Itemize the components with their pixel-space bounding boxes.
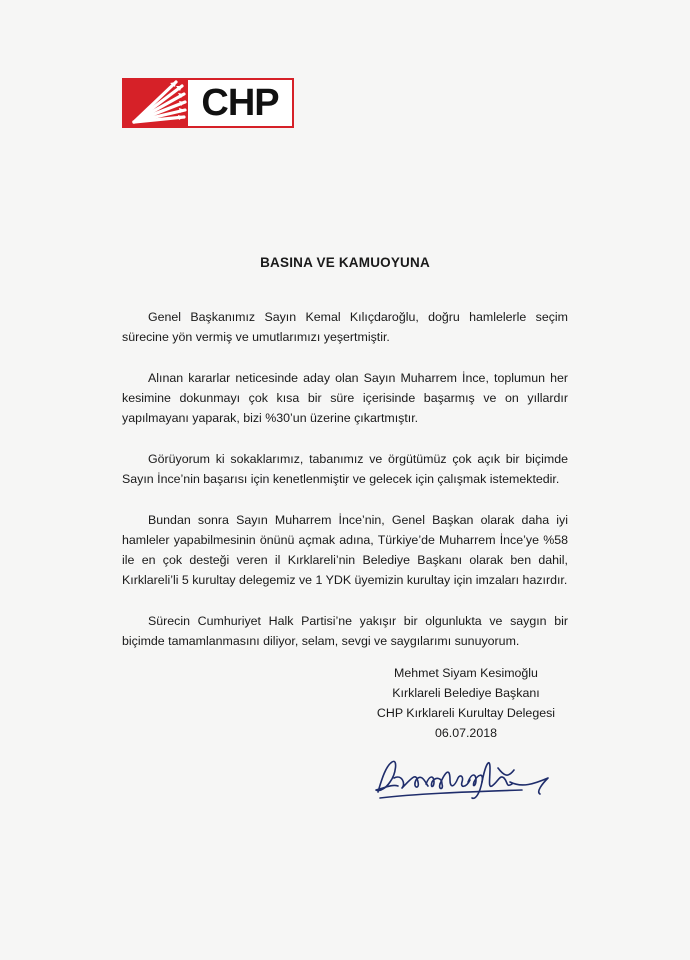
handwritten-signature	[372, 748, 552, 808]
signatory-role: CHP Kırklareli Kurultay Delegesi	[376, 706, 556, 720]
letter-body	[122, 307, 568, 672]
signatory-name: Mehmet Siyam Kesimoğlu	[394, 666, 538, 680]
logo-wordmark: CHP	[201, 81, 279, 124]
paragraph: Sürecin Cumhuriyet Halk Partisi’ne yakışır bir olgunlukta ve saygın bir biçimde tamamlanmasını diliyor, selam, sevgi ve saygılarımı sunuyorum.	[122, 614, 568, 648]
signatory-position: Kırklareli Belediye Başkanı	[392, 686, 540, 700]
six-arrows-icon	[124, 80, 188, 126]
signature-block	[340, 663, 592, 743]
paragraph: Görüyorum ki sokaklarımız, tabanımız ve örgütümüz çok açık bir biçimde Sayın İnce’nin başarısı için kenetlenmiştir ve gelecek için çalışmak istemektedir.	[122, 452, 568, 486]
chp-logo	[122, 78, 294, 128]
letter-date: 06.07.2018	[434, 726, 497, 740]
letter-title: BASINA VE KAMUOYUNA	[260, 255, 430, 270]
paragraph: Genel Başkanımız Sayın Kemal Kılıçdaroğlu, doğru hamlelerle seçim sürecine yön vermiş ve umutlarımızı yeşertmiştir.	[122, 310, 568, 344]
paragraph: Alınan kararlar neticesinde aday olan Sayın Muharrem İnce, toplumun her kesimine dokunmayı çok kısa bir süre içerisinde başarmış ve on yıllardır yapılmayanı yaparak, bizi %30’un üzerine çıkartmıştır.	[122, 371, 568, 425]
paragraph: Bundan sonra Sayın Muharrem İnce’nin, Genel Başkan olarak daha iyi hamleler yapabilmesinin önünü açmak adına, Türkiye’de Muharrem İnce’ye %58 ile en çok desteği veren il Kırklareli’nin Belediye Başkanı olarak ben dahil, Kırklareli’li 5 kurultay delegemiz ve 1 YDK üyemizin kurultay için imzaları hazırdır.	[122, 513, 568, 587]
